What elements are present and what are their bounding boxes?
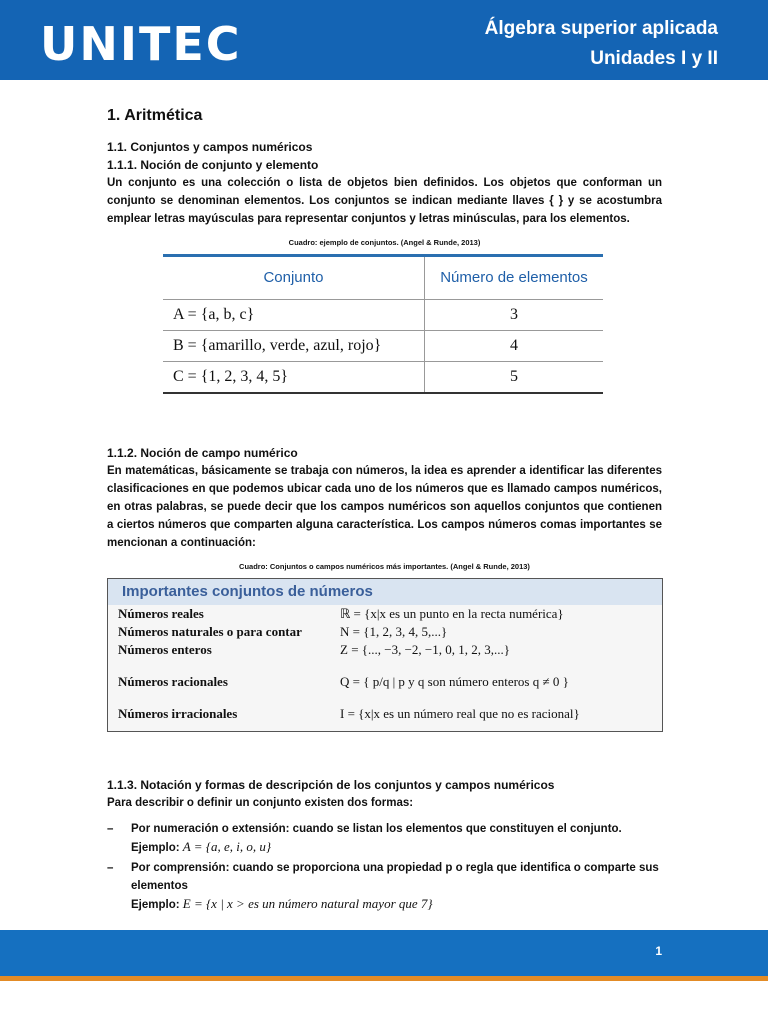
count-cell: 4 [424, 331, 603, 362]
header-title-line1: Álgebra superior aplicada [484, 18, 718, 39]
header-title-line2: Unidades I y II [590, 48, 718, 69]
set-cell: B = {amarillo, verde, azul, rojo} [163, 331, 424, 362]
set-name: Números enteros [118, 642, 212, 657]
bullet-text: Por numeración o extensión: cuando se listan los elementos que constituyen el conjunto. [131, 823, 622, 835]
list-item [108, 705, 662, 731]
section-title: 1. Aritmética [107, 107, 203, 124]
table-row [163, 362, 603, 394]
list-item [108, 623, 662, 641]
subsection-1-1-3: 1.1.3. Notación y formas de descripción de los conjuntos y campos numéricos [107, 778, 555, 792]
list-item [107, 859, 662, 914]
example-line [131, 838, 662, 857]
page-number: 1 [655, 944, 662, 958]
set-name: Números reales [118, 606, 204, 621]
set-definition: I = {x|x es un número real que no es racional} [340, 706, 580, 721]
bullet-text: Por comprensión: cuando se proporciona una propiedad p o regla que identifica o comparte sus elementos [131, 862, 659, 892]
list-item [108, 605, 662, 623]
column-header: Conjunto [163, 256, 424, 300]
subsection-1-1: 1.1. Conjuntos y campos numéricos [107, 140, 313, 154]
description-forms-list [107, 820, 662, 914]
page-footer [0, 930, 768, 976]
table-header-row [163, 256, 603, 300]
header-title [485, 14, 718, 74]
sets-example-table [163, 254, 603, 394]
table-row [163, 300, 603, 331]
set-definition: Q = { p/q | p y q son número enteros q ≠ 0 } [340, 674, 569, 689]
set-definition: N = {1, 2, 3, 4, 5,...} [340, 624, 448, 639]
example-label: Ejemplo: [131, 899, 183, 911]
set-cell: C = {1, 2, 3, 4, 5} [163, 362, 424, 394]
unitec-logo: UNITEC [40, 17, 242, 71]
set-name: Números naturales o para contar [118, 624, 302, 639]
example-math: A = {a, e, i, o, u} [182, 839, 272, 854]
page-header [0, 0, 768, 80]
example-line [131, 895, 662, 914]
example-label: Ejemplo: [131, 842, 183, 854]
page-content [107, 104, 662, 916]
footer-accent-line [0, 976, 768, 981]
paragraph-campo-numerico: En matemáticas, básicamente se trabaja con números, la idea es aprender a identificar las diferentes clasificaciones en que podemos ubicar cada uno de los números que es llamado campos numéricos, en otras palabras, se puede decir que los campos numéricos son aquellos conjuntos que contienen a ciertos números que comparten alguna característica. Los campos números comas importantes se mencionan a continuación: [107, 465, 662, 549]
list-item [108, 641, 662, 659]
count-cell: 3 [424, 300, 603, 331]
set-name: Números irracionales [118, 706, 238, 721]
number-sets-box [107, 578, 663, 732]
example-math: E = {x | x > es un número natural mayor que 7} [182, 896, 433, 911]
caption-table2: Cuadro: Conjuntos o campos numéricos más importantes. (Angel & Runde, 2013) [239, 562, 530, 571]
subsection-1-1-1: 1.1.1. Noción de conjunto y elemento [107, 158, 319, 172]
paragraph-formas: Para describir o definir un conjunto existen dos formas: [107, 797, 414, 809]
count-cell: 5 [424, 362, 603, 394]
set-definition: ℝ = {x|x es un punto en la recta numérica} [340, 606, 564, 621]
subsection-1-1-2: 1.1.2. Noción de campo numérico [107, 446, 298, 460]
list-item [107, 820, 662, 857]
list-item [108, 659, 662, 705]
paragraph-conjunto: Un conjunto es una colección o lista de objetos bien definidos. Los objetos que conforman un conjunto se denominan elementos. Los conjuntos se indican mediante llaves { } y se acostumbra emplear letras mayúsculas para representar conjuntos y letras minúsculas, para los elementos. [107, 177, 662, 225]
set-definition: Z = {..., −3, −2, −1, 0, 1, 2, 3,...} [340, 642, 510, 657]
column-header: Número de elementos [440, 269, 588, 286]
table-row [163, 331, 603, 362]
caption-table1: Cuadro: ejemplo de conjuntos. (Angel & Runde, 2013) [288, 238, 481, 247]
set-name: Números racionales [118, 674, 228, 689]
set-cell: A = {a, b, c} [163, 300, 424, 331]
number-sets-title: Importantes conjuntos de números [122, 583, 373, 600]
